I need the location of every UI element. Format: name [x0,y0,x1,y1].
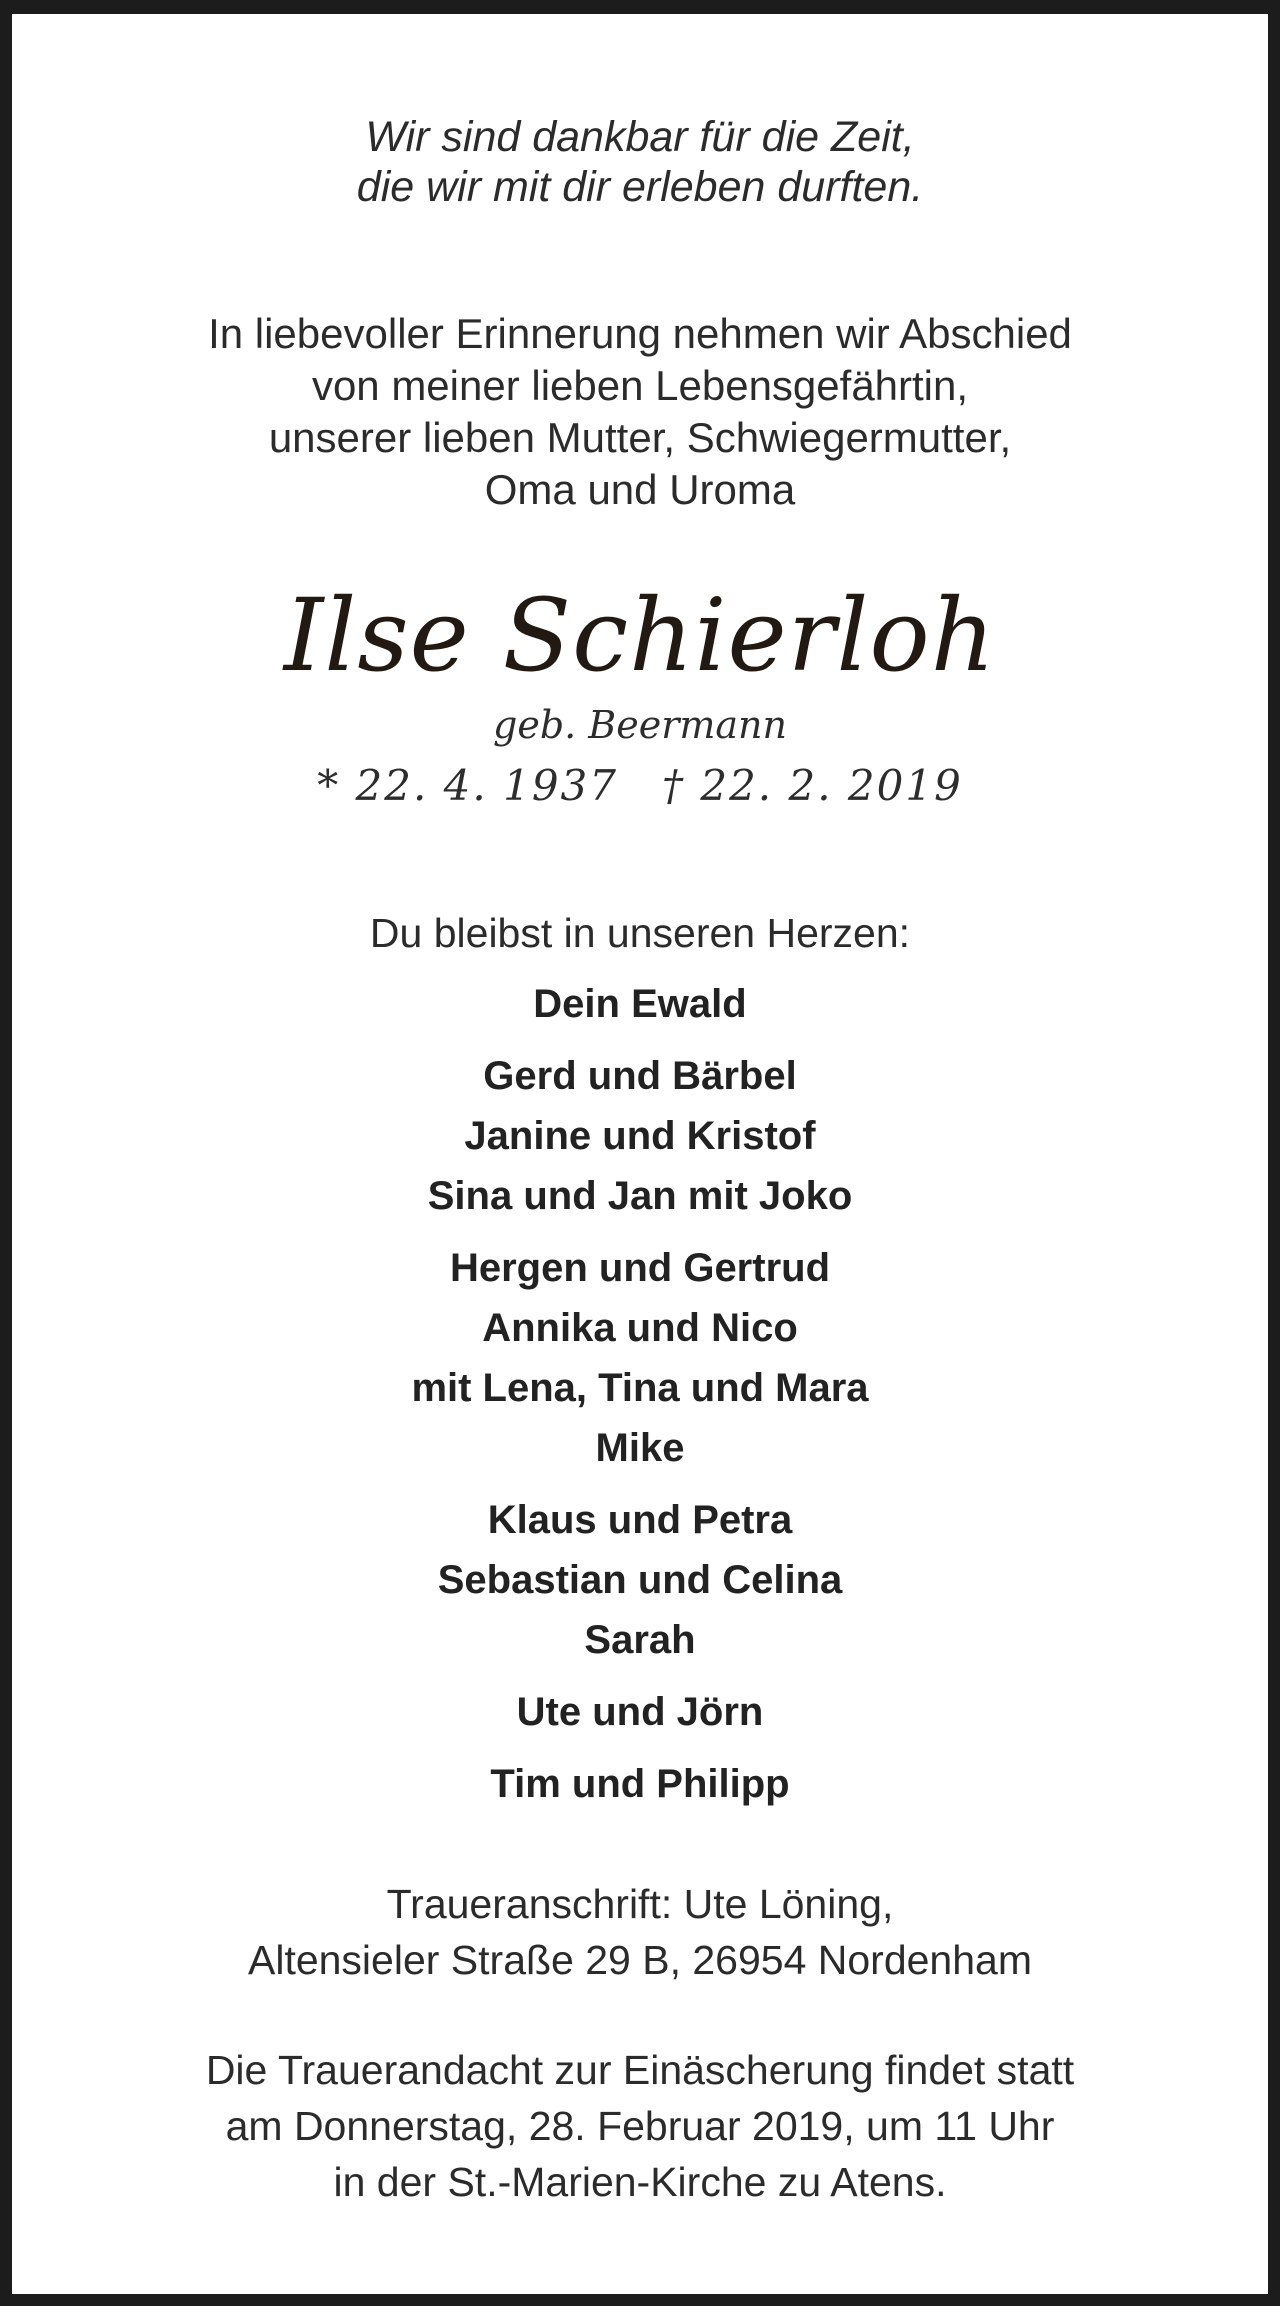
mourner-name: Janine und Kristof [464,1114,816,1158]
address-line: Traueranschrift: Ute Löning, [386,1881,894,1927]
intro-line: Oma und Uroma [484,466,796,513]
address-line: Altensieler Straße 29 B, 26954 Nordenham [247,1937,1032,1983]
mourner-name: Sebastian und Celina [437,1558,843,1602]
mourner-group [12,1682,1268,1742]
intro-text [12,308,1268,516]
mourner-name: Ute und Jörn [516,1690,764,1734]
mourner-name: Mike [595,1426,685,1470]
mourner-name: Hergen und Gertrud [449,1246,831,1290]
life-dates [12,758,1268,814]
mourner-name: Sarah [584,1618,696,1662]
mourners-list [12,974,1268,1814]
mourner-name: Annika und Nico [482,1306,798,1350]
mourner-name: Klaus und Petra [487,1498,793,1542]
intro-line: von meiner lieben Lebensgefährtin, [311,362,969,409]
mourner-name: Tim und Philipp [490,1762,790,1806]
birth-name: geb. Beermann [493,703,787,747]
service-announcement [12,2042,1268,2210]
birth-date: * 22. 4. 1937 [317,761,618,810]
service-line: in der St.-Marien-Kirche zu Atens. [333,2159,947,2205]
intro-line: unserer lieben Mutter, Schwiegermutter, [268,414,1012,461]
mourner-name: Dein Ewald [533,982,747,1026]
mourner-group [12,1754,1268,1814]
mourner-name: Sina und Jan mit Joko [427,1174,853,1218]
mourner-name: mit Lena, Tina und Mara [411,1366,869,1410]
motto-line: die wir mit dir erleben durften. [356,163,924,211]
mourner-group [12,1490,1268,1670]
service-line: am Donnerstag, 28. Februar 2019, um 11 Uhr [225,2103,1055,2149]
motto-line: Wir sind dankbar für die Zeit, [365,113,915,161]
obituary-notice [12,14,1268,2210]
mourners-intro: Du bleibst in unseren Herzen: [369,910,911,956]
mourner-group [12,974,1268,1034]
service-line: Die Trauerandacht zur Einäscherung findet statt [205,2047,1075,2093]
death-date: † 22. 2. 2019 [662,761,963,810]
mourner-group [12,1046,1268,1226]
deceased-name: Ilse Schierloh [283,577,997,694]
mourning-address [12,1876,1268,1988]
mourner-group [12,1238,1268,1478]
motto-quote [12,112,1268,212]
intro-line: In liebevoller Erinnerung nehmen wir Abschied [208,310,1072,357]
mourner-name: Gerd und Bärbel [483,1054,797,1098]
